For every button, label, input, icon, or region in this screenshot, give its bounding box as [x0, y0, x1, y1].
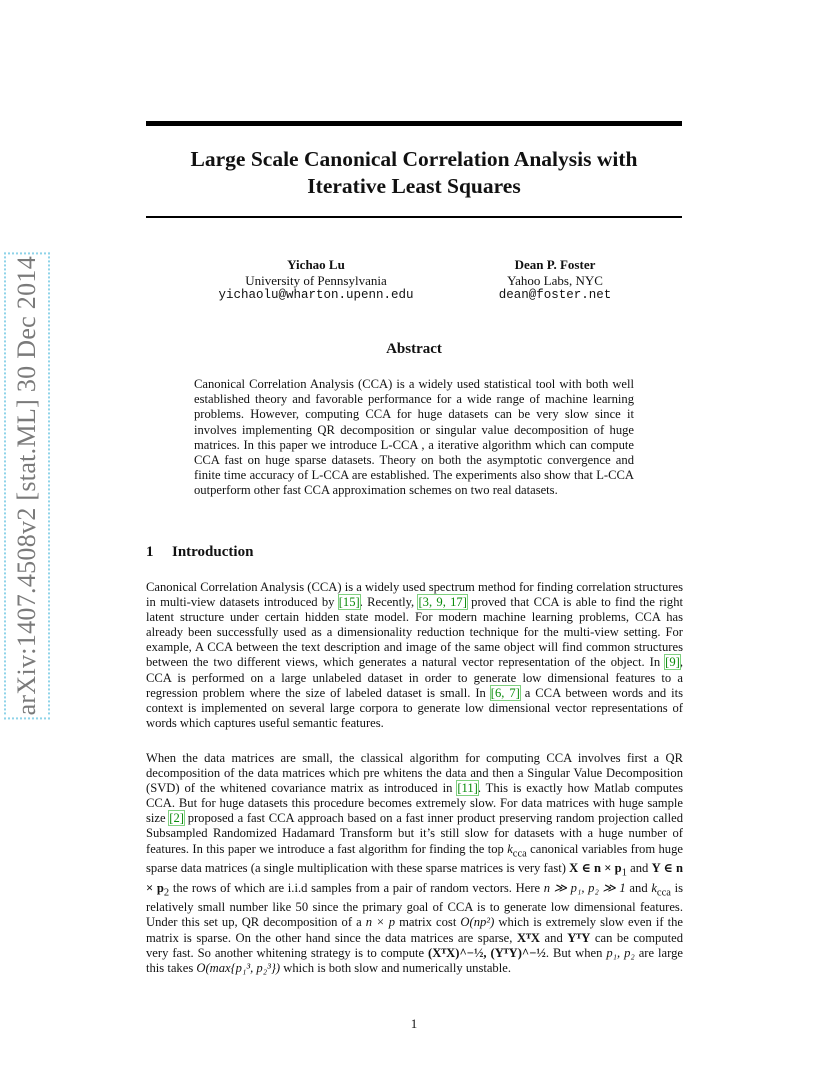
text-run: are large this takes [146, 945, 683, 975]
text-run: . This is exactly how Matlab computes CCA. But for huge datasets this procedure becomes extremely slow. For data matrices with huge sample size [146, 781, 683, 826]
author-affiliation: University of Pennsylvania [245, 272, 387, 288]
author-name: Dean P. Foster [514, 257, 596, 272]
text-run: proposed a fast CCA approach based on a fast inner product preserving random projection called Subsampled Randomized Hadamard Transform but it’s still slow for datasets with a huge number of features. In this paper we introduce a fast algorithm for finding the top [146, 811, 684, 856]
title-line-1: Large Scale Canonical Correlation Analysis with [190, 147, 638, 171]
math-inline: O(max{p₁³, p₂³}) [196, 960, 281, 975]
section-heading [146, 544, 253, 561]
math-subscript: cca [656, 887, 671, 899]
intro-paragraph-1 [146, 580, 683, 731]
math-inline: YᵀY [567, 930, 591, 945]
abstract-text: Canonical Correlation Analysis (CCA) is a widely used statistical tool with both well established theory and favorable performance for a wide range of machine learning problems. However, computing CCA for huge datasets can be very slow since it involves implementing QR decomposition or singular value decomposition of huge matrices. In this paper we introduce L-CCA , a iterative algorithm which can compute CCA fast on huge sparse datasets. Theory on both the asymptotic convergence and finite time accuracy of L-CCA are established. The experiments also show that L-CCA outperform other fast CCA approximation schemes on two real datasets. [194, 377, 634, 498]
citation-link[interactable]: [15] [338, 595, 360, 610]
text-run: and [540, 930, 568, 945]
author-block-1 [206, 257, 426, 304]
text-run: . Recently, [359, 595, 419, 610]
text-run: a CCA between words and its context is implemented on several large corpora to generate low dimensional vector representations of words which captures useful semantic features. [146, 685, 684, 730]
page-number: 1 [410, 1016, 418, 1031]
text-run: is relatively small number like 50 since the primary goal of CCA is to generate low dimensional features. Under this set up, QR decomposition of a [146, 880, 683, 930]
title-line-2: Iterative Least Squares [307, 174, 521, 198]
text-run: matrix cost [395, 915, 461, 930]
math-inline: (XᵀX)^−½, (YᵀY)^−½ [428, 945, 546, 960]
arxiv-stamp-container [4, 256, 50, 716]
math-inline: XᵀX [516, 930, 541, 945]
math-inline: n ≫ p₁, p₂ ≫ 1 [543, 880, 626, 895]
text-run: which is both slow and numerically unstable. [280, 960, 511, 975]
section-number: 1 [146, 544, 154, 560]
author-affiliation: Yahoo Labs, NYC [507, 272, 603, 288]
text-run: proved that CCA is able to find the right latent structure under certain hidden state model. For modern machine learning problems, CCA has already been successfully used as a dimensionality reduction technique for the multi-view setting. For example, A CCA between the text description and image of the same object will find common structures between the two different views, which generates a natural vector representation of the object. In [146, 595, 683, 670]
citation-link[interactable]: [3, 9, 17] [418, 595, 467, 610]
text-run: can be computed very fast. So another whitening strategy is to compute [146, 930, 683, 960]
author-email[interactable]: dean@foster.net [498, 288, 612, 302]
text-run: When the data matrices are small, the classical algorithm for computing CCA involves first a QR decomposition of the data matrices which pre whitens the data and then a Singular Value Decomposition (SVD) of the whitened covariance matrix as introduced in [146, 751, 683, 796]
title-rule-top [146, 121, 682, 126]
math-subscript: cca [512, 848, 527, 860]
text-run: the rows of which are i.i.d samples from a pair of random vectors. Here [169, 880, 544, 895]
math-inline: X ∈ n × p [569, 861, 622, 876]
math-inline: O(np²) [460, 915, 495, 930]
section-title: Introduction [172, 544, 254, 560]
text-run: . But when [545, 945, 607, 960]
citation-link[interactable]: [2] [169, 811, 184, 826]
intro-paragraph-2 [146, 751, 683, 976]
math-inline: p₁, p₂ [606, 945, 635, 960]
math-subscript: 2 [163, 887, 170, 899]
text-run: , CCA is performed on a large unlabeled dataset in order to generate low dimensional features to a regression problem where the size of labeled dataset is small. In [146, 655, 683, 700]
citation-link[interactable]: [11] [457, 781, 478, 796]
math-inline: n × p [365, 915, 396, 930]
citation-link[interactable]: [6, 7] [490, 685, 520, 700]
text-run: and [626, 861, 652, 876]
math-subscript: 1 [621, 867, 627, 879]
author-block-2 [470, 257, 640, 304]
citation-link[interactable]: [9] [665, 655, 680, 670]
text-run: which is extremely slow even if the matrix is sparse. On the other hand since the data matrices are sparse, [146, 915, 683, 945]
arxiv-stamp[interactable]: arXiv:1407.4508v2 [stat.ML] 30 Dec 2014 [4, 252, 50, 719]
author-email[interactable]: yichaolu@wharton.upenn.edu [218, 288, 414, 302]
math-inline: Y ∈ n × p [146, 861, 684, 895]
text-run: Canonical Correlation Analysis (CCA) is a widely used spectrum method for finding correlation structures in multi-view datasets introduced by [146, 580, 683, 610]
title-rule-bottom [146, 216, 682, 218]
math-inline: k [651, 880, 657, 895]
paper-title [146, 146, 682, 200]
text-run: canonical variables from huge sparse data matrices (a single multiplication with these sparse matrices is very fast) [146, 841, 683, 876]
abstract-heading: Abstract [386, 341, 442, 357]
author-name: Yichao Lu [287, 257, 345, 272]
math-inline: k [507, 841, 513, 856]
text-run: and [625, 880, 652, 895]
